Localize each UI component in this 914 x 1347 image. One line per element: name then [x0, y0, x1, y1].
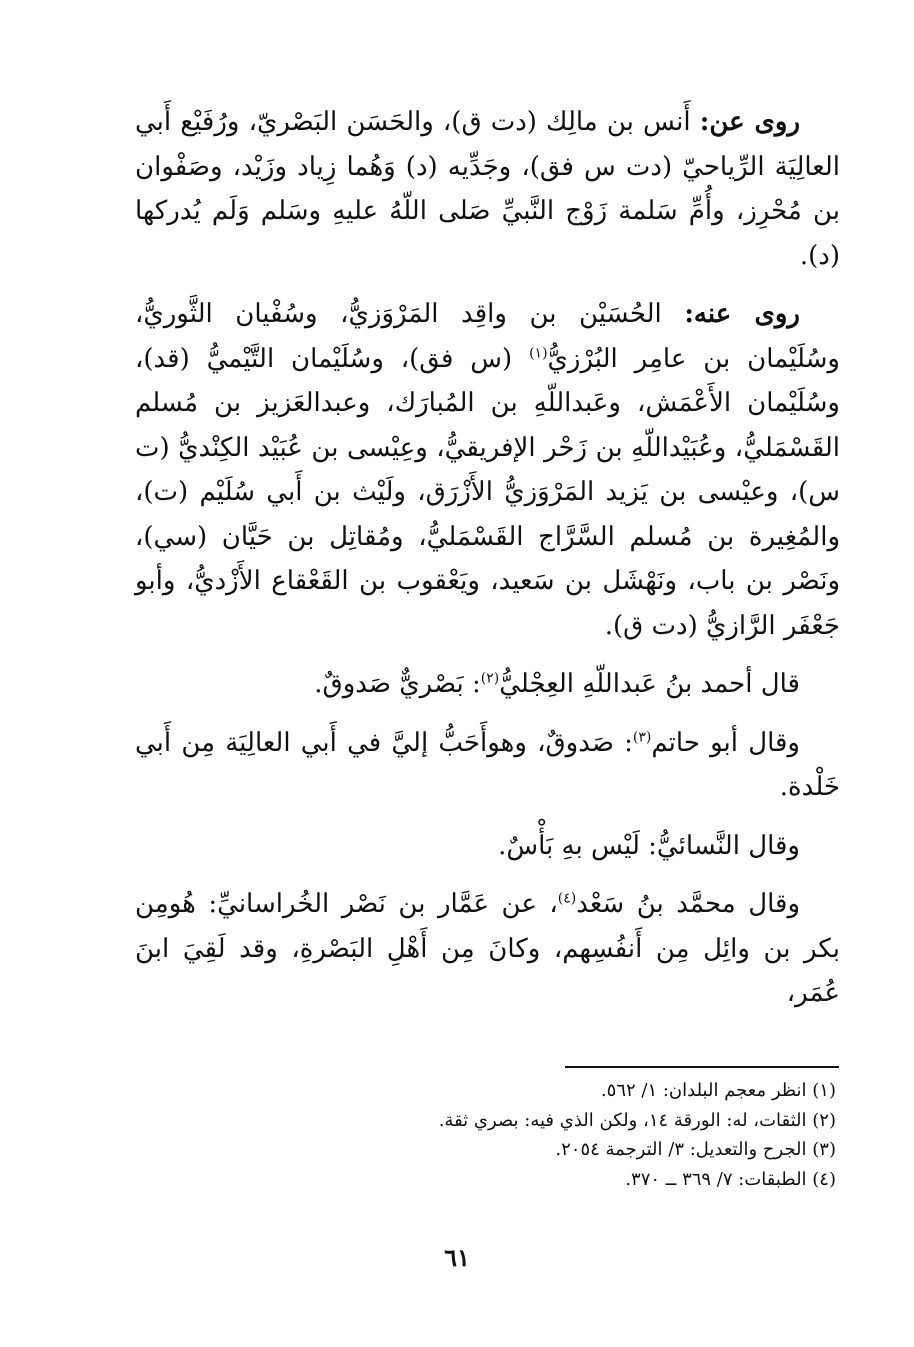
- paragraph-text: (س فق)، وسُلَيْمان التَّيْميُّ (قد)، وسُلَيْمان الأَعْمَش، وعَبداللّهِ بن المُبارَك، وعبدالعَزيز بن مُسلم القَسْمَليُّ، وعُبَيْداللّهِ بن زَحْر الإفريقيُّ، وعِيْسى بن عُبَيْد الكِنْديُّ (ت س)، وعيْسى بن يَزيد المَرْوَزيُّ الأَزْرَق، ولَيْث بن أَبي سُلَيْم (ت)، والمُغِيرة بن مُسلم السَّرَّاج القَسْمَليُّ، ومُقاتِل بن حَيَّان (سي)، ونَصْر بن باب، ونَهْشَل بن سَعيد، ويَعْقوب بن القَعْقاع الأَزْديُّ، وأبو جَعْفَر الرَّازيُّ (دت ق).: [135, 343, 840, 641]
- paragraph-text: وقال النَّسائيُّ: لَيْس بهِ بَأْسٌ.: [498, 830, 800, 861]
- paragraph-text: : بَصْريٌّ صَدوقٌ.: [314, 669, 481, 699]
- footnote-divider: [565, 1066, 839, 1068]
- lead-narrated-from: روى عن:: [699, 107, 801, 137]
- paragraph-narrated-by: [135, 292, 840, 648]
- footnote-1: (١) انظر معجم البلدان: ١/ ٥٦٢.: [600, 1080, 836, 1101]
- page-number: ٦١: [444, 1243, 470, 1272]
- paragraph-text: وقال محمَّد بنُ سَعْد: [576, 889, 800, 919]
- footnote-ref-4[interactable]: (٤): [557, 890, 577, 907]
- footnote-3: (٣) الجرح والتعديل: ٣/ الترجمة ٢٠٥٤.: [555, 1139, 836, 1160]
- main-text: [135, 100, 840, 1016]
- footnote-ref-3[interactable]: (٣): [632, 728, 652, 745]
- paragraph-text: ، عن عَمَّار بن نَصْر الخُراسانيِّ: هُومِن بكر بن وائِل مِن أَنفُسِهم، وكانَ مِن أَهْلِ البَصْرةِ، وقد لَقِيَ ابنَ عُمَر،: [135, 889, 840, 1008]
- paragraph-narrated-from: [135, 100, 840, 278]
- footnote-ref-1[interactable]: (١): [529, 344, 548, 361]
- footnote-ref-2[interactable]: (٢): [480, 670, 500, 687]
- paragraph-text: الحُسَيْن بن واقِد المَرْوَزيُّ، وسُفْيان الثَّوريُّ، وسُلَيْمان بن عامِر البُرْزيُّ: [135, 299, 840, 374]
- paragraph-text: وقال أبو حاتم: [651, 727, 800, 758]
- paragraph-nasai: [135, 824, 840, 869]
- footnote-2: (٢) الثقات، له: الورقة ١٤، ولكن الذي فيه: بصري ثقة.: [438, 1109, 836, 1131]
- footnotes: [135, 1076, 840, 1194]
- paragraph-text: قال أحمد بنُ عَبداللّهِ العِجْليُّ: [499, 669, 800, 699]
- lead-narrated-by: روى عنه:: [684, 299, 800, 329]
- paragraph-ijli: [135, 662, 840, 707]
- paragraph-ibn-saad: [135, 882, 840, 1016]
- paragraph-text: : صَدوقٌ، وهوأَحَبُّ إليَّ في أَبي العالِيَة مِن أَبي خَلْدة.: [135, 727, 840, 802]
- paragraph-text: أَنس بن مالِك (دت ق)، والحَسَن البَصْريّ، ورُفَيْع أَبي العالِيَة الرِّياحيّ (دت س فق)، وجَدِّيه (د) وَهُما زِياد وزَيْد، وصَفْوان بن مُحْرِز، وأُمِّ سَلمة زَوْج النَّبيِّ صَلى اللّهُ عليهِ وسَلم وَلَم يُدركها (د).: [135, 107, 840, 271]
- paragraph-abu-hatim: [135, 721, 840, 810]
- footnote-4: (٤) الطبقات: ٧/ ٣٦٩ ــ ٣٧٠.: [625, 1168, 836, 1190]
